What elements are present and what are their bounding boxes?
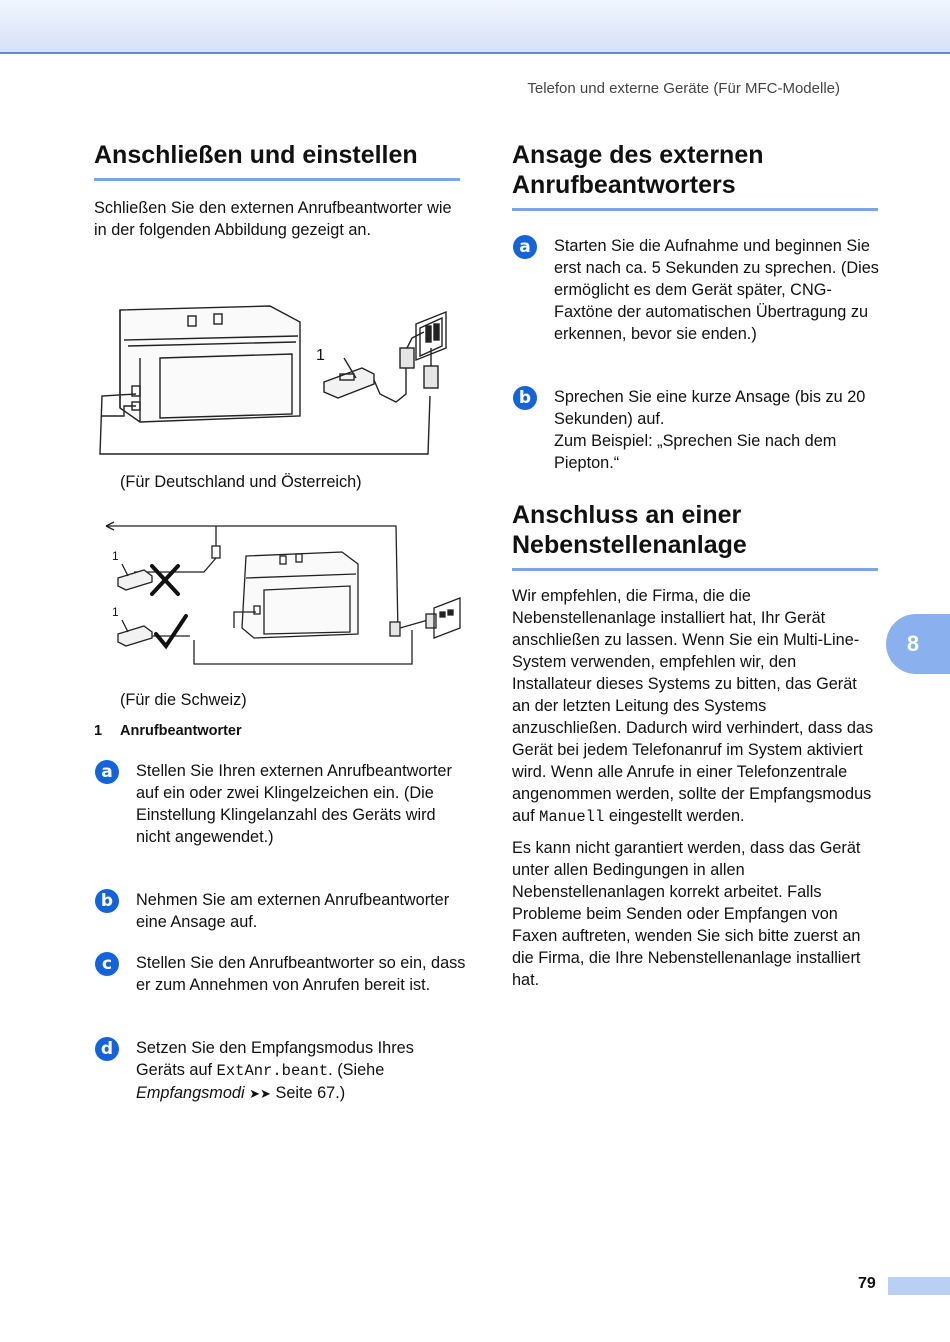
pbx-paragraph-1 <box>512 585 878 828</box>
pbx-paragraph-2: Es kann nicht garantiert werden, dass das Gerät unter allen Bedingungen in allen Nebenstellenanlagen korrekt arbeitet. Falls Probleme beim Senden oder Empfangen von Faxen auftreten, wenden Sie sich bitte zuerst an die Firma, die Ihre Nebenstellenanlage installiert hat. <box>512 839 861 989</box>
intro-paragraph: Schließen Sie den externen Anrufbeantworter wie in der folgenden Abbildung gezeigt an. <box>94 199 452 239</box>
right-column <box>512 140 878 211</box>
step-text: Stellen Sie Ihren externen Anrufbeantworter auf ein oder zwei Klingelzeichen ein. (Die Einstellung Klingelanzahl des Geräts wird nicht angewendet.) <box>136 762 452 846</box>
section-heading-connect: Anschließen und einstellen <box>94 141 418 169</box>
connection-diagram-de-at <box>94 298 466 460</box>
step-text <box>136 1037 466 1105</box>
cross-icon <box>152 566 178 594</box>
page-number-bar <box>888 1277 950 1295</box>
caption-de-at: (Für Deutschland und Österreich) <box>120 473 362 491</box>
step-badge: b <box>513 386 537 410</box>
step-text-part: . (Siehe <box>328 1061 385 1079</box>
figure2-callout-b: 1 <box>112 605 119 619</box>
figure1-callout-1: 1 <box>316 347 325 364</box>
step-text: Nehmen Sie am externen Anrufbeantworter eine Ansage auf. <box>136 891 450 931</box>
paragraph-text: Wir empfehlen, die Firma, die die Nebenstellenanlage installiert hat, Ihr Gerät anschließen zu lassen. Wenn Sie ein Multi-Line-System verwenden, empfehlen wir, den Installateur dieses Systems zu bitten, das Gerät an der letzten Leitung des Systems anzuschließen. Dadurch wird verhindert, dass das Gerät bei jedem Telefonanruf im System aktiviert wird. Wenn alle Anrufe in einer Telefonzentrale angenommen werden, sollte der Empfangsmodus auf <box>512 587 874 825</box>
left-column <box>94 140 460 241</box>
chapter-tab: 8 <box>886 614 950 674</box>
heading-underline <box>512 568 878 571</box>
legend-text: Anrufbeantworter <box>120 723 242 739</box>
section-heading-announcement: Ansage des externen Anrufbeantworters <box>512 141 764 199</box>
running-header: Telefon und externe Geräte (Für MFC-Modelle) <box>527 80 840 97</box>
step-text-part: Setzen Sie den Empfangsmodus Ihres Geräts auf <box>136 1039 414 1079</box>
cross-reference-link[interactable]: Empfangsmodi <box>136 1084 245 1102</box>
manual-mode-code: Manuell <box>539 808 605 826</box>
pbx-section <box>512 500 878 991</box>
caption-ch: (Für die Schweiz) <box>120 691 247 709</box>
step-text-line: Sprechen Sie eine kurze Ansage (bis zu 20 Sekunden) auf. <box>554 388 866 428</box>
step-badge: b <box>95 889 119 913</box>
paragraph-text: eingestellt werden. <box>604 807 745 825</box>
legend-number: 1 <box>94 723 103 739</box>
step-badge: d <box>95 1037 119 1061</box>
figure2-callout-a: 1 <box>112 549 119 563</box>
receive-mode-code: ExtAnr.beant <box>216 1062 329 1080</box>
connection-diagram-ch <box>94 516 472 670</box>
heading-underline <box>512 208 878 211</box>
step-text-part: Seite 67.) <box>270 1084 346 1102</box>
step-text <box>554 386 884 474</box>
double-arrow-icon: ➤➤ <box>249 1086 271 1101</box>
page-number: 79 <box>858 1275 876 1292</box>
step-text: Stellen Sie den Anrufbeantworter so ein, dass er zum Annehmen von Anrufen bereit ist. <box>136 954 466 994</box>
section-heading-pbx: Anschluss an einer Nebenstellenanlage <box>512 501 747 559</box>
heading-underline <box>94 178 460 181</box>
step-badge: a <box>513 235 537 259</box>
step-badge: c <box>95 952 119 976</box>
figure-legend <box>94 723 242 739</box>
step-text-line: Zum Beispiel: „Sprechen Sie nach dem Piepton.“ <box>554 432 837 472</box>
step-badge: a <box>95 760 119 784</box>
top-header-band <box>0 0 950 54</box>
step-text: Starten Sie die Aufnahme und beginnen Sie erst nach ca. 5 Sekunden zu sprechen. (Dies ermöglicht es dem Gerät später, CNG-Faxtöne der automatischen Übertragung zu erkennen, bevor sie enden.) <box>554 237 879 343</box>
checkmark-icon <box>156 616 186 646</box>
